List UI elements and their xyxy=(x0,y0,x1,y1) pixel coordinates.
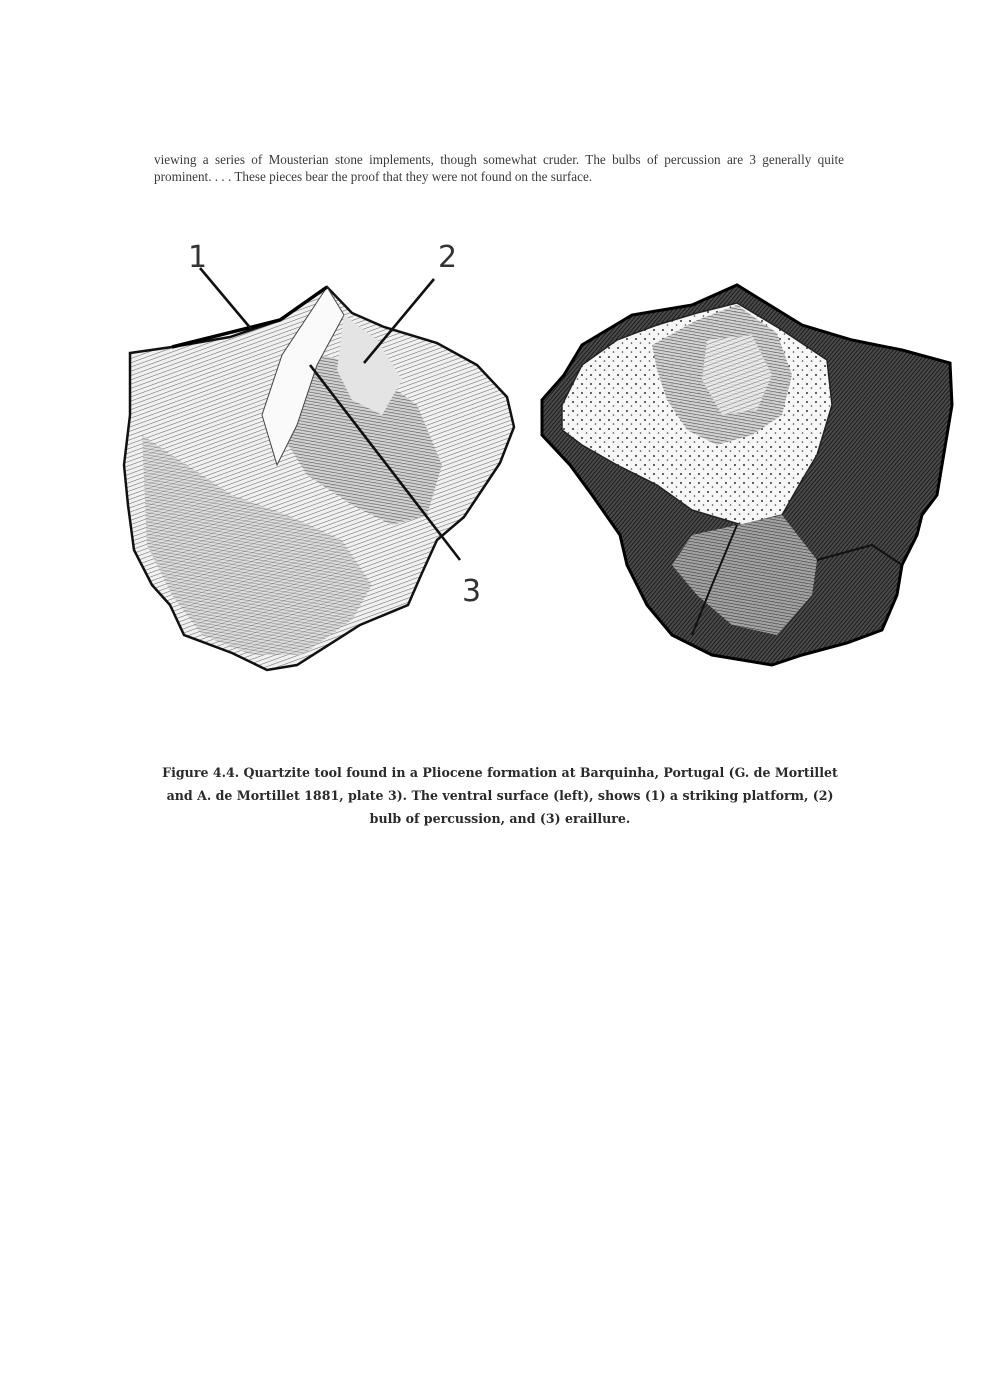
figure-illustration xyxy=(112,165,957,675)
ventral-surface-drawing xyxy=(124,287,514,670)
label-2: 2 xyxy=(438,240,458,275)
body-paragraph: viewing a series of Mousterian stone implements, though somewhat cruder. The bulbs of percussion are 3 generally quite prominent. . . . These pieces bear the proof that they were not found on the surface. xyxy=(154,152,844,185)
dorsal-surface-drawing xyxy=(542,285,952,665)
label-1: 1 xyxy=(188,240,208,275)
label-3: 3 xyxy=(462,574,482,609)
figure-caption: Figure 4.4. Quartzite tool found in a Pliocene formation at Barquinha, Portugal (G. de Mortillet and A. de Mortillet 1881, plate 3). The ventral surface (left), shows (1) a striking platform, (2) bulb of percussion, and (3) eraillure. xyxy=(162,764,838,826)
